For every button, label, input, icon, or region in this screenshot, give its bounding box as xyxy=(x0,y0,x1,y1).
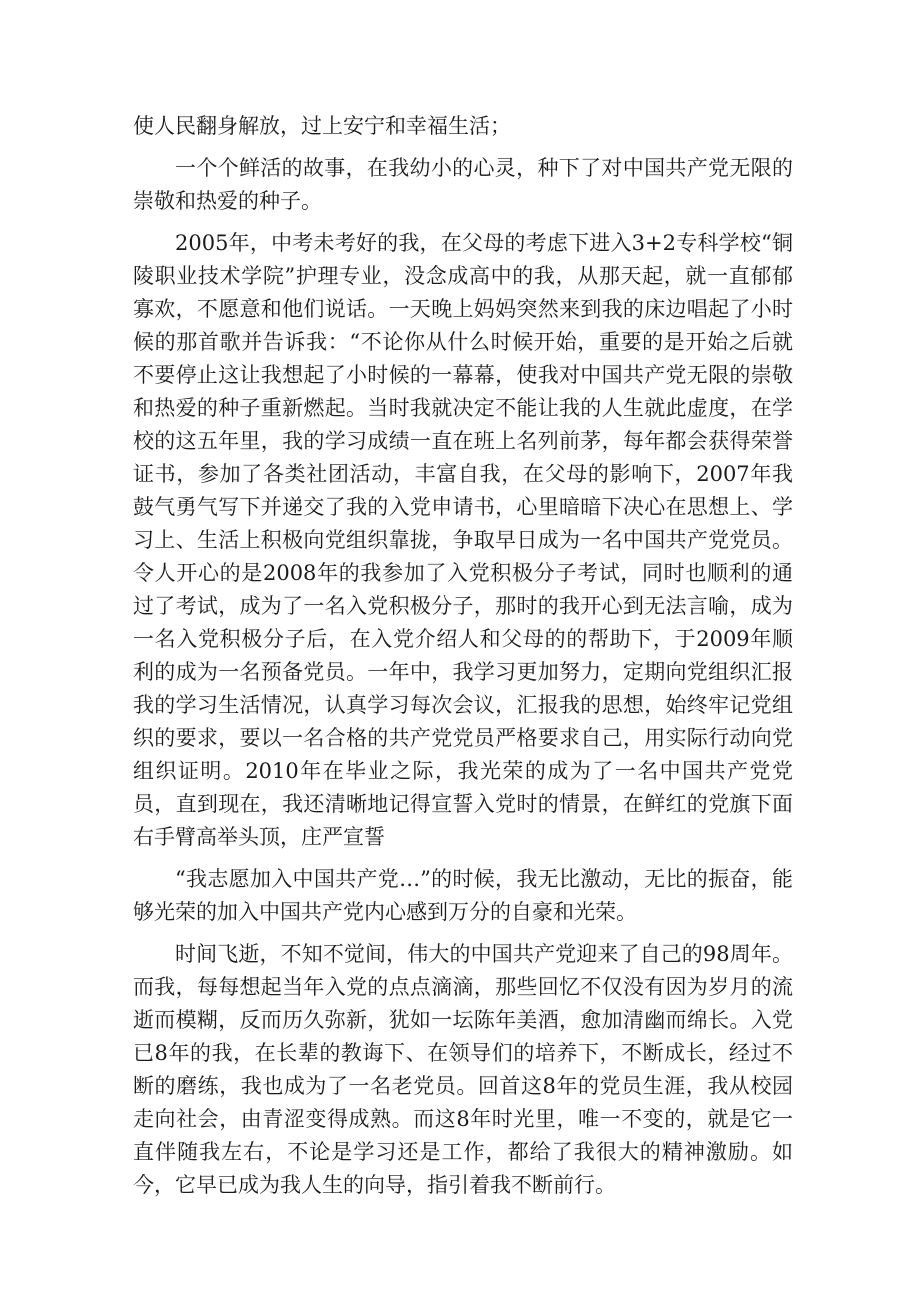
document-body xyxy=(133,110,793,1211)
paragraph-4: “我志愿加入中国共产党…”的时候，我无比激动，无比的振奋，能够光荣的加入中国共产党内心感到万分的自豪和光荣。 xyxy=(133,867,793,924)
paragraph-5: 时间飞逝，不知不觉间，伟大的中国共产党迎来了自己的98周年。而我，每每想起当年入党的点点滴滴，那些回忆不仅没有因为岁月的流逝而模糊，反而历久弥新，犹如一坛陈年美酒，愈加清幽而绵长。入党已8年的我，在长辈的教诲下、在领导们的培养下，不断成长，经过不断的磨练，我也成为了一名老党员。回首这8年的党员生涯，我从校园走向社会，由青涩变得成熟。而这8年时光里，唯一不变的，就是它一直伴随我左右，不论是学习还是工作，都给了我很大的精神激励。如今，它早已成为我人生的向导，指引着我不断前行。 xyxy=(133,942,793,1197)
paragraph-1: 使人民翻身解放，过上安宁和幸福生活； xyxy=(133,114,511,138)
paragraph-2: 一个个鲜活的故事，在我幼小的心灵，种下了对中国共产党无限的崇敬和热爱的种子。 xyxy=(133,156,793,213)
paragraph-3: 2005年，中考未考好的我，在父母的考虑下进入3+2专科学校“铜陵职业技术学院”护理专业，没念成高中的我，从那天起，就一直郁郁寡欢，不愿意和他们说话。一天晚上妈妈突然来到我的床边唱起了小时候的那首歌并告诉我：“不论你从什么时候开始，重要的是开始之后就不要停止这让我想起了小时候的一幕幕，使我对中国共产党无限的崇敬和热爱的种子重新燃起。当时我就决定不能让我的人生就此虚度，在学校的这五年里，我的学习成绩一直在班上名列前茅，每年都会获得荣誉证书，参加了各类社团活动，丰富自我，在父母的影响下，2007年我鼓气勇气写下并递交了我的入党申请书，心里暗暗下决心在思想上、学习上、生活上积极向党组织靠拢，争取早日成为一名中国共产党党员。令人开心的是2008年的我参加了入党积极分子考试，同时也顺利的通过了考试，成为了一名入党积极分子，那时的我开心到无法言喻，成为一名入党积极分子后，在入党介绍人和父母的的帮助下，于2009年顺利的成为一名预备党员。一年中，我学习更加努力，定期向党组织汇报我的学习生活情况，认真学习每次会议，汇报我的思想，始终牢记党组织的要求，要以一名合格的共产党党员严格要求自己，用实际行动向党组织证明。2010年在毕业之际，我光荣的成为了一名中国共产党党员，直到现在，我还清晰地记得宣誓入党时的情景，在鲜红的党旗下面右手臂高举头顶，庄严宣誓 xyxy=(133,231,793,849)
